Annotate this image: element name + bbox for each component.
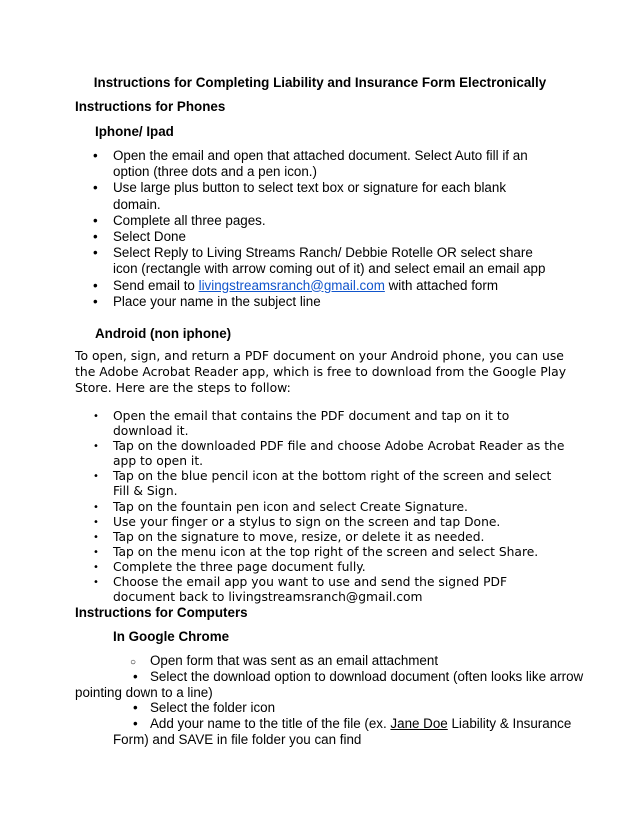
list-item: • Choose the email app you want to use and send the signed PDF document back to livingstreamsranch@gmail.com [93, 575, 508, 605]
chrome-step-rename: • Add your name to the title of the file (ex. Jane Doe Liability & Insurance Form) and SAVE in file folder you can find [113, 716, 572, 748]
list-item: • Complete all three pages. [93, 212, 266, 228]
list-item: • Select Done [93, 229, 186, 245]
chrome-step-download: • Select the download option to download document (often looks like arrow pointing down to a line) [75, 669, 584, 701]
email-link[interactable]: livingstreamsranch@gmail.com [198, 277, 385, 293]
iphone-heading: Iphone/ Ipad [95, 124, 174, 139]
android-steps-list [93, 409, 568, 605]
list-item: • Open the email and open that attached document. Select Auto fill if an option (three dots and a pen icon.) [93, 148, 528, 180]
list-item: • Select Reply to Living Streams Ranch/ Debbie Rotelle OR select share icon (rectangle with arrow coming out of it) and select email an email app [93, 245, 546, 277]
list-item: • Tap on the downloaded PDF file and choose Adobe Acrobat Reader as the app to open it. [93, 439, 565, 469]
chrome-step-folder: • Select the folder icon [133, 700, 276, 715]
list-item: • Tap on the blue pencil icon at the bottom right of the screen and select Fill & Sign. [93, 469, 552, 499]
circle-bullet-icon: ○ [130, 657, 137, 668]
list-item: • Tap on the menu icon at the top right of the screen and select Share. [93, 544, 539, 559]
list-item: • Complete the three page document fully. [93, 559, 366, 574]
document-title: Instructions for Completing Liability and Insurance Form Electronically [93, 75, 547, 90]
list-item: • Use your finger or a stylus to sign on the screen and tap Done. [93, 514, 501, 529]
list-item: • Tap on the signature to move, resize, or delete it as needed. [93, 529, 485, 544]
phones-heading: Instructions for Phones [75, 99, 226, 114]
android-heading: Android (non iphone) [95, 326, 232, 341]
iphone-steps-list [93, 148, 553, 310]
list-item: • Open the email that contains the PDF document and tap on it to download it. [93, 409, 510, 439]
list-item: • Send email to livingstreamsranch@gmail.com with attached form [93, 277, 498, 293]
android-intro: To open, sign, and return a PDF document on your Android phone, you can use the Adobe Acrobat Reader app, which is free to download from the Google Play Store. Here are the steps to follow: [75, 348, 567, 395]
list-item: • Tap on the fountain pen icon and select Create Signature. [93, 499, 468, 514]
chrome-heading: In Google Chrome [113, 629, 230, 644]
document-page: Instructions for Completing Liability and Insurance Form Electronically Instructions for Phones Iphone/ Ipad • Open the email and open that attached document. Select Auto fill if an option (three dots and a pen icon.) • Use large plus button to select text box or signature for each blank domain. • Complete all three pages. • Select Done • Select Reply to Living Streams Ranch/ Debbie Rotelle OR select share icon (rectangle with arrow coming out of it) and select email an email app • Send email to livingstreamsranch@gmail.com with attached form • Place your name in the subject line Android (non iphone) To open, sign, and return a PDF document on your Android phone, you can use the Adobe Acrobat Reader app, which is free to download from the Google Play Store. Here are the steps to follow: • Open the email that contains the PDF document and tap on it to download it. • Tap on the downloaded PDF file and choose Adobe Acrobat Reader as the app to open it. • Tap on the blue pencil icon at the bottom right of the screen and select Fill & Sign. • Tap on the fountain pen icon and select Create Signature. • Use your finger or a stylus to sign on the screen and tap Done. • Tap on the signature to move, resize, or delete it as needed. • Tap on the menu icon at the top right of the screen and select Share. • Complete the three page document fully. • Choose the email app you want to use and send the signed PDF document back to livingstreamsranch@gmail.com Instructions for Computers In Google Chrome ○ Open form that was sent as an email attachment • Select the download option to download document (often looks like arrow pointing down to a line) • Select the folder icon • Add your name to the title of the file (ex. Jane Doe Liability & Insurance Form) and SAVE in file folder you can find [0, 0, 640, 828]
list-item: • Use large plus button to select text box or signature for each blank domain. [93, 180, 507, 212]
list-item: • Place your name in the subject line [93, 293, 321, 309]
computers-heading: Instructions for Computers [75, 605, 248, 620]
